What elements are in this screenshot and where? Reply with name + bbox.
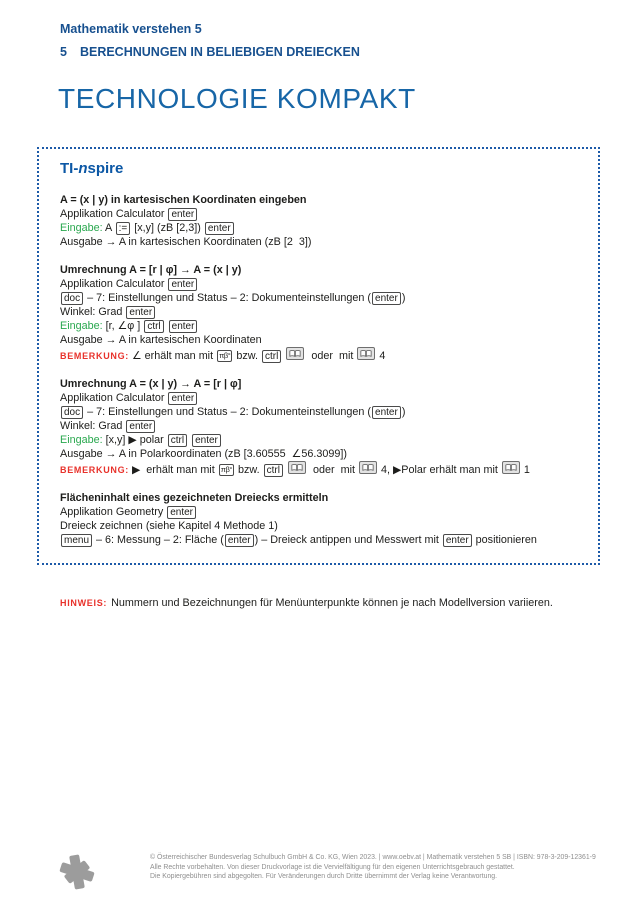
instruction-section bbox=[60, 193, 577, 249]
enter-key: enter bbox=[168, 208, 197, 221]
instruction-line bbox=[60, 433, 577, 447]
technology-kompakt-box bbox=[37, 147, 600, 565]
page-title: TECHNOLOGIE KOMPAKT bbox=[58, 83, 416, 114]
instruction-line bbox=[60, 235, 577, 249]
text-run: 4 bbox=[376, 350, 386, 362]
chapter-heading bbox=[60, 45, 360, 59]
text-run: Winkel: Grad bbox=[60, 420, 126, 432]
instruction-section bbox=[60, 377, 577, 477]
enter-key: enter bbox=[167, 506, 196, 519]
instruction-line bbox=[60, 533, 577, 547]
catalog-book-icon bbox=[357, 347, 375, 360]
enter-key: enter bbox=[126, 420, 155, 433]
enter-key: enter bbox=[192, 434, 221, 447]
text-run: [x,y] ▶ polar bbox=[102, 434, 167, 446]
imprint bbox=[150, 853, 596, 882]
device-heading-suffix: spire bbox=[87, 160, 124, 177]
remark-label: BEMERKUNG: bbox=[60, 465, 129, 475]
page-header bbox=[60, 22, 360, 59]
text-run: Winkel: Grad bbox=[60, 306, 126, 318]
enter-key: enter bbox=[443, 534, 472, 547]
instruction-line bbox=[60, 461, 577, 477]
text-run: oder mit bbox=[306, 464, 358, 476]
text-run bbox=[165, 320, 168, 332]
text-run: ) – Dreieck antippen und Messwert mit bbox=[254, 534, 442, 546]
imprint-line-1: © Österreichischer Bundesverlag Schulbuch GmbH & Co. KG, Wien 2023. | www.oebv.at | Mathematik verstehen 5 SB | ISBN: 978-3-209-12361-9 bbox=[150, 854, 596, 861]
enter-key: enter bbox=[168, 392, 197, 405]
text-run: Ausgabe → A in Polarkoordinaten (zB [3.60555 ∠56.3099]) bbox=[60, 448, 347, 460]
text-run: Applikation Calculator bbox=[60, 278, 168, 290]
catalog-book-icon bbox=[502, 461, 520, 474]
text-run: Applikation Geometry bbox=[60, 506, 167, 518]
instruction-line bbox=[60, 405, 577, 419]
enter-key: enter bbox=[372, 292, 401, 305]
series-title: Mathematik verstehen 5 bbox=[60, 22, 202, 36]
instruction-section bbox=[60, 263, 577, 363]
text-run: ) bbox=[401, 292, 406, 304]
section-title: A = (x | y) in kartesischen Koordinaten eingeben bbox=[60, 194, 307, 206]
hinweis-text: Nummern und Bezeichnungen für Menüunterpunkte können je nach Modellversion variieren. bbox=[111, 597, 553, 609]
hinweis-note bbox=[60, 596, 553, 610]
section-title: Flächeninhalt eines gezeichneten Dreiecks ermitteln bbox=[60, 492, 329, 504]
remark-label: BEMERKUNG: bbox=[60, 351, 129, 361]
symbol-palette-key: πβ° bbox=[219, 351, 231, 360]
text-run: ▶ erhält man mit bbox=[129, 464, 218, 476]
input-label: Eingabe: bbox=[60, 320, 103, 332]
text-run: – 7: Einstellungen und Status – 2: Dokumenteinstellungen ( bbox=[84, 406, 372, 418]
instruction-line bbox=[60, 519, 577, 533]
instruction-line bbox=[60, 207, 577, 221]
text-run: 4, ▶Polar erhält man mit bbox=[377, 464, 501, 476]
text-run: bzw. bbox=[233, 350, 261, 362]
enter-key: enter bbox=[225, 534, 254, 547]
text-run: 1 bbox=[520, 464, 530, 476]
imprint-line-2: Alle Rechte vorbehalten. Von dieser Druckvorlage ist die Vervielfältigung für den eigenen Unterrichtsgebrauch gestattet. bbox=[150, 863, 515, 871]
text-run: Ausgabe → A in kartesischen Koordinaten (zB [2 3]) bbox=[60, 236, 312, 248]
input-label: Eingabe: bbox=[60, 222, 103, 234]
oebv-logo-icon bbox=[56, 852, 98, 892]
section-title: Umrechnung A = [r | φ] → A = (x | y) bbox=[60, 264, 242, 276]
instruction-line bbox=[60, 347, 577, 363]
enter-key: enter bbox=[168, 278, 197, 291]
instruction-line bbox=[60, 319, 577, 333]
chapter-title: BERECHNUNGEN IN BELIEBIGEN DREIECKEN bbox=[79, 45, 360, 59]
text-run: bzw. bbox=[235, 464, 263, 476]
hinweis-label: HINWEIS: bbox=[60, 598, 108, 608]
instruction-line bbox=[60, 333, 577, 347]
device-heading bbox=[60, 160, 577, 178]
instruction-line bbox=[60, 221, 577, 235]
text-run: – 7: Einstellungen und Status – 2: Dokumenteinstellungen ( bbox=[84, 292, 372, 304]
menu-key: menu bbox=[61, 534, 92, 547]
enter-key: enter bbox=[205, 222, 234, 235]
instruction-section bbox=[60, 491, 577, 547]
instruction-line bbox=[60, 419, 577, 433]
text-run: Applikation Calculator bbox=[60, 392, 168, 404]
text-run bbox=[282, 350, 285, 362]
chapter-number: 5 bbox=[60, 45, 67, 59]
enter-key: enter bbox=[169, 320, 198, 333]
instruction-line bbox=[60, 391, 577, 405]
device-heading-prefix: TI- bbox=[60, 160, 79, 177]
ctrl-key: ctrl bbox=[262, 350, 281, 363]
input-label: Eingabe: bbox=[60, 434, 103, 446]
catalog-book-icon bbox=[288, 461, 306, 474]
symbol-palette-key: πβ° bbox=[220, 465, 233, 474]
enter-key: enter bbox=[372, 406, 401, 419]
text-run: oder mit bbox=[305, 350, 357, 362]
instruction-line bbox=[60, 505, 577, 519]
ctrl-key: ctrl bbox=[264, 464, 283, 477]
text-run bbox=[284, 464, 287, 476]
instruction-line bbox=[60, 305, 577, 319]
doc-key: doc bbox=[61, 292, 83, 305]
text-run: Applikation Calculator bbox=[60, 208, 168, 220]
imprint-line-3: Die Kopiergebühren sind abgegolten. Für Veränderungen durch Dritte übernimmt der Verlag keine Verantwortung. bbox=[150, 873, 498, 881]
instruction-line bbox=[60, 277, 577, 291]
catalog-book-icon bbox=[359, 461, 377, 474]
text-run: Ausgabe → A in kartesischen Koordinaten bbox=[60, 334, 262, 346]
text-run: positionieren bbox=[472, 534, 537, 546]
text-run: [x,y] (zB [2,3]) bbox=[131, 222, 204, 234]
assign-key: := bbox=[116, 222, 131, 235]
device-heading-italic-n: n bbox=[78, 160, 88, 177]
enter-key: enter bbox=[126, 306, 155, 319]
text-run: Dreieck zeichnen (siehe Kapitel 4 Methode 1) bbox=[60, 520, 278, 532]
text-run: A bbox=[102, 222, 115, 234]
ctrl-key: ctrl bbox=[144, 320, 163, 333]
text-run: – 6: Messung – 2: Fläche ( bbox=[93, 534, 224, 546]
instruction-line bbox=[60, 447, 577, 461]
instruction-line bbox=[60, 291, 577, 305]
section-title: Umrechnung A = (x | y) → A = [r | φ] bbox=[60, 378, 242, 390]
ctrl-key: ctrl bbox=[168, 434, 187, 447]
text-run bbox=[188, 434, 191, 446]
sections bbox=[60, 193, 577, 547]
text-run: ) bbox=[401, 406, 406, 418]
text-run: ∠ erhält man mit bbox=[129, 350, 217, 362]
doc-key: doc bbox=[61, 406, 83, 419]
catalog-book-icon bbox=[286, 347, 304, 360]
text-run: [r, ∠φ ] bbox=[102, 320, 144, 332]
